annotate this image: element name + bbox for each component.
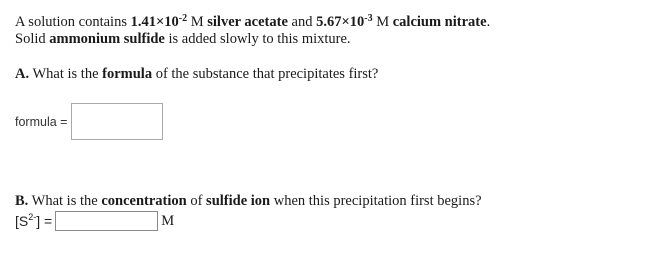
intro-text-3: is added slowly to this mixture. xyxy=(164,31,351,47)
part-b-text-1: What is the xyxy=(28,193,102,209)
intro-and: and xyxy=(287,14,317,30)
part-b-label: B. xyxy=(15,193,29,209)
reagent-name: ammonium sulfide xyxy=(49,31,165,47)
silver-concentration-base: 1.41×10 xyxy=(130,14,179,30)
sulfide-label-symbol: [S xyxy=(15,213,29,229)
part-a-label: A. xyxy=(15,66,30,82)
calcium-unit: M xyxy=(372,14,393,30)
part-a-question xyxy=(15,66,378,83)
sulfide-concentration-input[interactable] xyxy=(55,211,158,231)
part-a-answer-row xyxy=(15,103,163,140)
part-a-keyword: formula xyxy=(102,66,153,82)
part-a-text-2: of the substance that precipitates first? xyxy=(152,66,379,82)
part-b-text-2: of xyxy=(186,193,207,209)
intro-text-2: Solid xyxy=(15,31,50,47)
calcium-concentration-exponent: -3 xyxy=(364,13,373,24)
intro-period: . xyxy=(486,14,491,30)
silver-salt-name: silver acetate xyxy=(207,14,288,30)
calcium-concentration xyxy=(316,14,372,30)
part-b-keyword-1: concentration xyxy=(101,193,187,209)
part-b-keyword-2: sulfide ion xyxy=(206,193,271,209)
sulfide-label-charge: 2- xyxy=(28,212,37,222)
formula-label: formula = xyxy=(15,114,68,129)
part-a-text-1: What is the xyxy=(29,66,103,82)
part-b-answer-row xyxy=(15,211,174,231)
sulfide-concentration-label xyxy=(15,213,52,229)
part-b-question xyxy=(15,193,482,210)
problem-statement xyxy=(15,14,645,48)
molar-unit: M xyxy=(161,212,175,229)
part-b-text-3: when this precipitation first begins? xyxy=(270,193,482,209)
silver-concentration-exponent: -2 xyxy=(178,13,188,24)
formula-input[interactable] xyxy=(71,103,163,140)
calcium-salt-name: calcium nitrate xyxy=(392,14,487,30)
silver-concentration xyxy=(131,14,187,30)
sulfide-label-equals: ] = xyxy=(36,213,53,229)
silver-unit: M xyxy=(187,14,208,30)
problem-intro xyxy=(15,14,645,48)
intro-text-1: A solution contains xyxy=(15,14,131,30)
calcium-concentration-base: 5.67×10 xyxy=(316,14,365,30)
